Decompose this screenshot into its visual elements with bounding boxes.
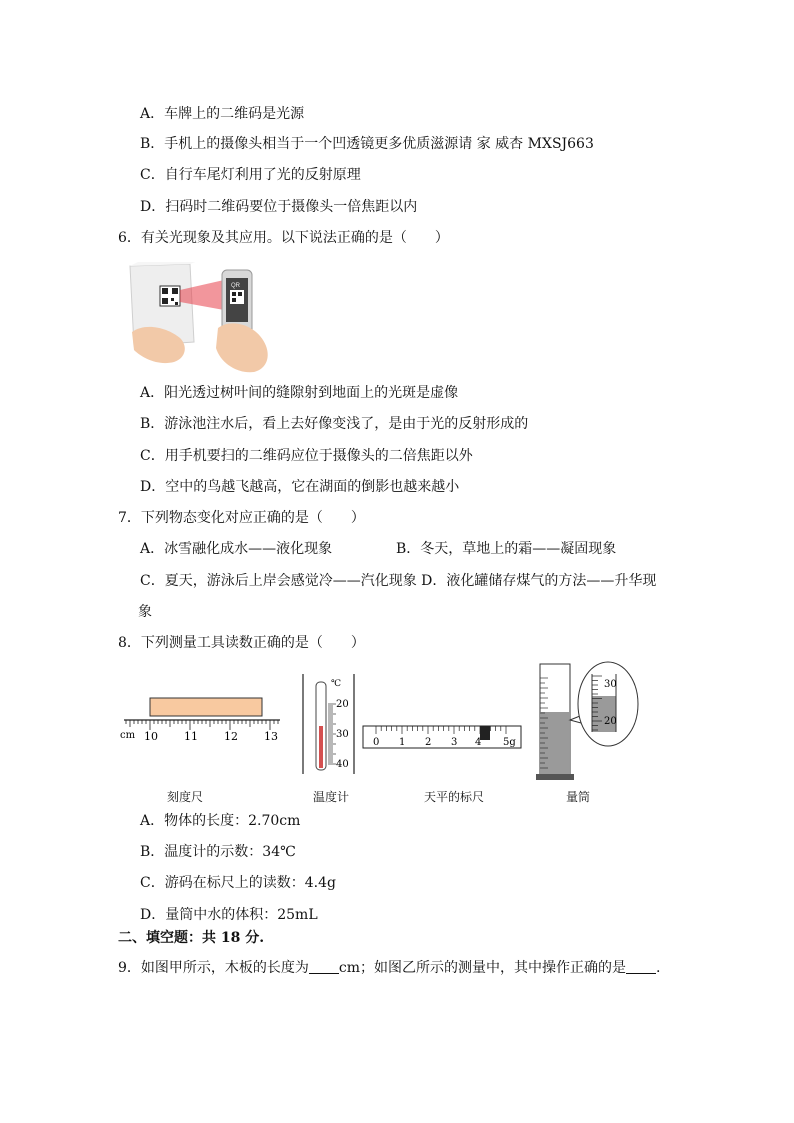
balance-scale-figure	[362, 722, 524, 752]
q6-option-b: B．游泳池注水后，看上去好像变浅了，是由于光的反射形成的	[140, 416, 529, 432]
q9-text-3: .	[656, 960, 661, 976]
q7-option-cd: C．夏天，游泳后上岸会感觉冷——汽化现象 D．液化罐储存煤气的方法——升华现	[140, 573, 657, 589]
q5-option-c: C．自行车尾灯利用了光的反射原理	[140, 167, 361, 183]
balance-tick-label: 3	[451, 737, 458, 748]
q6-option-c: C．用手机要扫的二维码应位于摄像头的二倍焦距以外	[140, 448, 473, 464]
section-title: 二、填空题：共 18 分.	[118, 930, 265, 946]
q6-stem: 6．有关光现象及其应用。以下说法正确的是（ ）	[118, 230, 449, 246]
thermometer-tick-label: 40	[336, 759, 349, 770]
thermometer-liquid	[319, 726, 323, 768]
q9-text-1: 9．如图甲所示，木板的长度为	[118, 960, 309, 976]
balance-tick-label: 1	[399, 737, 406, 748]
q6-option-d: D．空中的鸟越飞越高，它在湖面的倒影也越来越小	[140, 479, 460, 495]
wood-block	[150, 698, 262, 716]
thermometer-figure	[300, 672, 360, 778]
ruler-tick-label: 13	[264, 730, 278, 743]
q5-option-a: A．车牌上的二维码是光源	[140, 106, 305, 122]
ruler-figure	[118, 690, 288, 750]
thermometer-caption: 温度计	[312, 790, 349, 804]
hand-right	[216, 323, 268, 372]
rider-weight	[480, 726, 490, 740]
balance-tick-label: 0	[373, 737, 380, 748]
q8-option-c: C．游码在标尺上的读数：4.4g	[140, 875, 336, 891]
q8-stem: 8．下列测量工具读数正确的是（ ）	[118, 635, 365, 651]
q9-stem	[118, 958, 661, 978]
balance-tick-label: 5g	[503, 737, 516, 748]
balance-caption: 天平的标尺	[423, 790, 484, 804]
q7-stem: 7．下列物态变化对应正确的是（ ）	[118, 510, 365, 526]
cylinder-caption: 量筒	[565, 790, 590, 804]
cylinder-figure	[536, 660, 646, 782]
cylinder-tick-label: 30	[604, 679, 617, 690]
thermometer-unit: ℃	[331, 679, 342, 689]
q8-option-d: D．量筒中水的体积：25mL	[140, 907, 318, 923]
q5-option-d: D．扫码时二维码要位于摄像头一倍焦距以内	[140, 199, 418, 215]
ruler-unit: cm	[120, 730, 136, 741]
cylinder-water	[541, 712, 569, 775]
balance-tick-label: 4	[475, 737, 482, 748]
q7-option-a: A．冰雪融化成水——液化现象	[140, 541, 333, 557]
ruler-caption: 刻度尺	[166, 790, 203, 804]
q7-option-d-wrap: 象	[138, 604, 152, 620]
q7-option-b: B．冬天，草地上的霜——凝固现象	[396, 541, 617, 557]
q8-option-b: B．温度计的示数：34℃	[140, 844, 296, 860]
balance-tick-label: 2	[425, 737, 432, 748]
q9-blank-2[interactable]	[626, 959, 656, 974]
q5-option-b: B．手机上的摄像头相当于一个凹透镜更多优质滋源请 家 威杏 MXSJ663	[140, 136, 594, 152]
q9-text-2: cm；如图乙所示的测量中，其中操作正确的是	[338, 960, 627, 976]
ruler-tick-label: 10	[144, 730, 158, 743]
qr-scan-photo	[128, 262, 278, 374]
ruler-tick-label: 11	[184, 730, 198, 743]
ruler-tick-label: 12	[224, 730, 238, 743]
cylinder-tick-label: 20	[604, 716, 617, 727]
q6-option-a: A．阳光透过树叶间的缝隙射到地面上的光斑是虚像	[140, 385, 459, 401]
phone-qr-label: QR	[231, 283, 240, 289]
thermometer-tick-label: 30	[336, 729, 349, 740]
q8-option-a: A．物体的长度：2.70cm	[140, 813, 301, 829]
thermometer-tick-label: 20	[336, 699, 349, 710]
q9-blank-1[interactable]	[309, 959, 339, 974]
